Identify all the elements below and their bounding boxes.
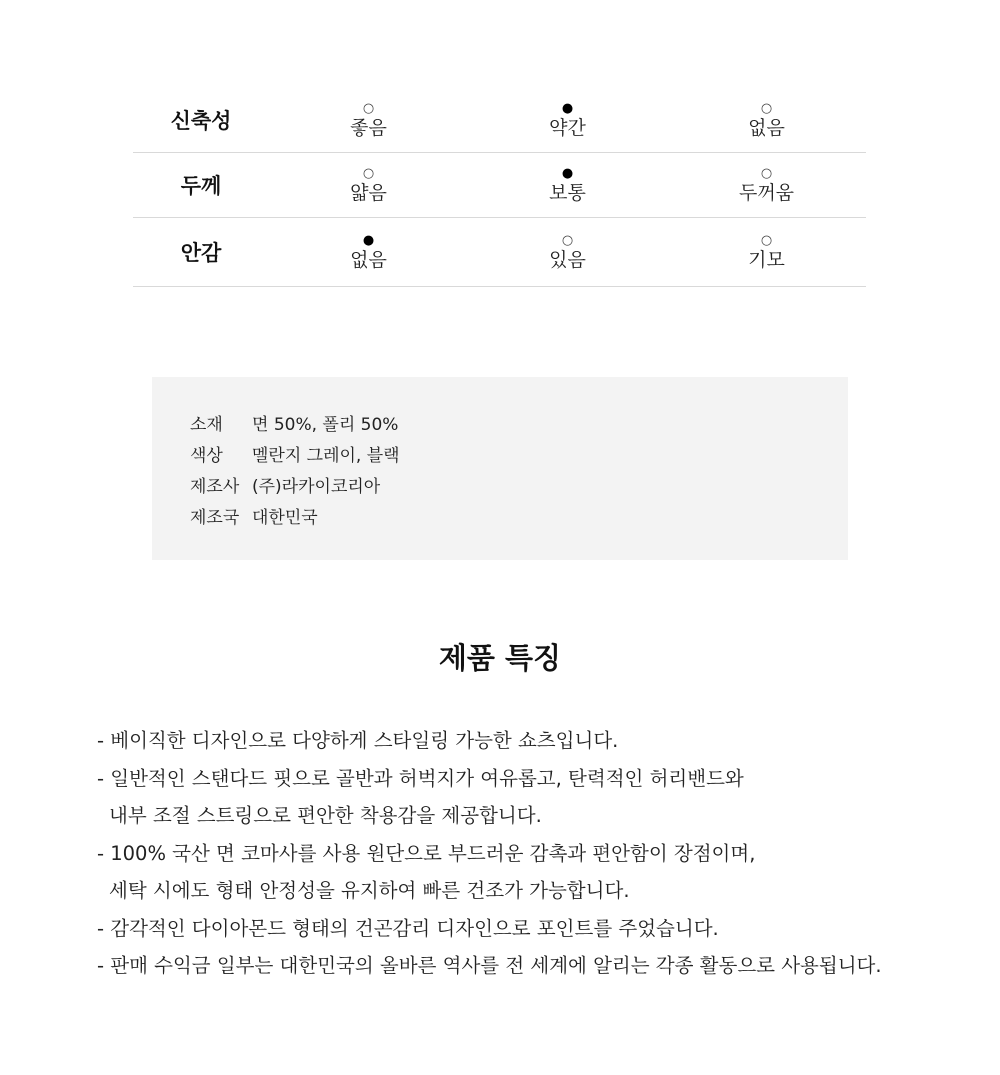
spec-row-color bbox=[190, 438, 400, 469]
attribute-option-selected bbox=[468, 153, 667, 217]
option-label: 얇음 bbox=[350, 182, 387, 204]
spec-box bbox=[152, 377, 848, 560]
attribute-option bbox=[269, 153, 468, 217]
spec-value: 면 50%, 폴리 50% bbox=[252, 415, 399, 435]
attribute-label: 안감 bbox=[180, 241, 222, 265]
feature-line: - 베이직한 디자인으로 다양하게 스타일링 가능한 쇼츠입니다. bbox=[97, 729, 619, 752]
spec-list bbox=[190, 407, 400, 531]
attribute-option-selected bbox=[269, 218, 468, 286]
attribute-option bbox=[667, 153, 866, 217]
option-label: 없음 bbox=[748, 117, 785, 139]
radio-empty-icon: ○ bbox=[561, 233, 574, 248]
attribute-label: 신축성 bbox=[170, 109, 232, 133]
radio-empty-icon: ○ bbox=[362, 166, 375, 181]
spec-key: 제조사 bbox=[190, 477, 240, 497]
feature-line: - 감각적인 다이아몬드 형태의 건곤감리 디자인으로 포인트를 주었습니다. bbox=[97, 916, 719, 940]
attribute-label: 두께 bbox=[180, 174, 222, 198]
option-label: 좋음 bbox=[350, 117, 387, 139]
attribute-option-selected bbox=[468, 88, 667, 152]
feature-line: - 일반적인 스탠다드 핏으로 골반과 허벅지가 여유롭고, 탄력적인 허리밴드와 bbox=[97, 766, 744, 790]
feature-line: - 100% 국산 면 코마사를 사용 원단으로 부드러운 감촉과 편안함이 장점이며, bbox=[97, 841, 756, 865]
spec-row-manufacturer bbox=[190, 469, 400, 500]
attribute-row-thickness bbox=[133, 153, 866, 218]
spec-key: 색상 bbox=[190, 446, 223, 466]
attribute-option bbox=[667, 88, 866, 152]
feature-line-continued: 세탁 시에도 형태 안정성을 유지하여 빠른 건조가 가능합니다. bbox=[109, 879, 630, 902]
radio-empty-icon: ○ bbox=[362, 101, 375, 116]
option-label: 두꺼움 bbox=[738, 182, 795, 204]
spec-key: 소재 bbox=[190, 415, 223, 435]
spec-row-material bbox=[190, 407, 400, 438]
attribute-table bbox=[133, 88, 866, 287]
attribute-option bbox=[468, 218, 667, 286]
radio-empty-icon: ○ bbox=[760, 101, 773, 116]
spec-row-country bbox=[190, 500, 400, 531]
attribute-row-stretch bbox=[133, 88, 866, 153]
radio-filled-icon: ● bbox=[561, 101, 574, 116]
spec-value: (주)라카이코리아 bbox=[252, 477, 381, 497]
attribute-option bbox=[269, 88, 468, 152]
option-label: 기모 bbox=[748, 249, 785, 271]
radio-filled-icon: ● bbox=[561, 166, 574, 181]
features-list bbox=[97, 722, 977, 985]
option-label: 있음 bbox=[549, 249, 586, 271]
option-label: 보통 bbox=[549, 182, 586, 204]
spec-value: 멜란지 그레이, 블랙 bbox=[252, 446, 400, 466]
option-label: 약간 bbox=[549, 117, 586, 139]
attribute-option bbox=[667, 218, 866, 286]
attribute-row-lining bbox=[133, 218, 866, 287]
feature-line-continued: 내부 조절 스트링으로 편안한 착용감을 제공합니다. bbox=[109, 804, 542, 827]
feature-line: - 판매 수익금 일부는 대한민국의 올바른 역사를 전 세계에 알리는 각종 활동으로 사용됩니다. bbox=[97, 954, 882, 977]
spec-value: 대한민국 bbox=[252, 508, 318, 528]
features-title: 제품 특징 bbox=[438, 641, 562, 675]
option-label: 없음 bbox=[350, 249, 387, 271]
spec-key: 제조국 bbox=[190, 508, 240, 528]
radio-empty-icon: ○ bbox=[760, 233, 773, 248]
radio-empty-icon: ○ bbox=[760, 166, 773, 181]
radio-filled-icon: ● bbox=[362, 233, 375, 248]
